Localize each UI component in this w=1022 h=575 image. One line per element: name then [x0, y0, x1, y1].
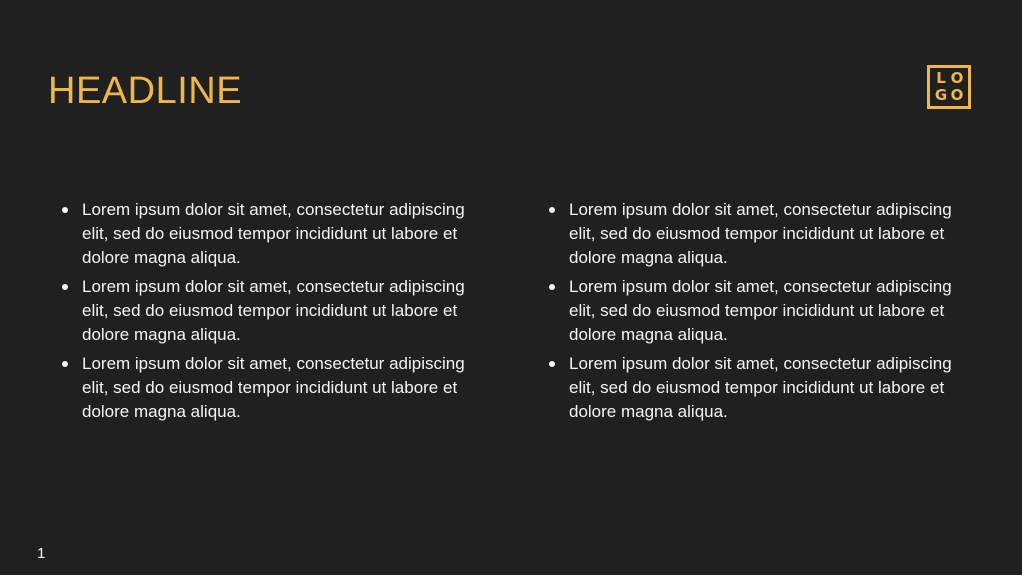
logo-letter: O — [950, 69, 964, 87]
logo-letter: O — [950, 86, 964, 104]
right-bullet-list — [547, 198, 967, 429]
list-item — [547, 198, 967, 270]
list-item — [547, 275, 967, 347]
logo-letter: G — [934, 86, 948, 104]
list-item — [547, 352, 967, 424]
logo-letter: L — [936, 69, 946, 87]
list-item — [60, 275, 480, 347]
list-item-text: Lorem ipsum dolor sit amet, consectetur adipiscing elit, sed do eiusmod tempor incididunt ut labore et dolore magna aliqua. — [569, 277, 952, 344]
list-item-text: Lorem ipsum dolor sit amet, consectetur adipiscing elit, sed do eiusmod tempor incididunt ut labore et dolore magna aliqua. — [569, 354, 952, 421]
list-item-text: Lorem ipsum dolor sit amet, consectetur adipiscing elit, sed do eiusmod tempor incididunt ut labore et dolore magna aliqua. — [82, 354, 465, 421]
bullet-icon — [549, 284, 555, 290]
list-item — [60, 198, 480, 270]
bullet-icon — [62, 284, 68, 290]
list-item-text: Lorem ipsum dolor sit amet, consectetur adipiscing elit, sed do eiusmod tempor incididunt ut labore et dolore magna aliqua. — [82, 200, 465, 267]
bullet-icon — [549, 207, 555, 213]
list-item-text: Lorem ipsum dolor sit amet, consectetur adipiscing elit, sed do eiusmod tempor incididunt ut labore et dolore magna aliqua. — [82, 277, 465, 344]
bullet-icon — [62, 361, 68, 367]
bullet-icon — [549, 361, 555, 367]
logo-icon — [927, 65, 971, 109]
bullet-icon — [62, 207, 68, 213]
page-number: 1 — [37, 545, 46, 562]
left-bullet-list — [60, 198, 480, 429]
list-item — [60, 352, 480, 424]
list-item-text: Lorem ipsum dolor sit amet, consectetur adipiscing elit, sed do eiusmod tempor incididunt ut labore et dolore magna aliqua. — [569, 200, 952, 267]
slide-headline: HEADLINE — [48, 70, 243, 112]
